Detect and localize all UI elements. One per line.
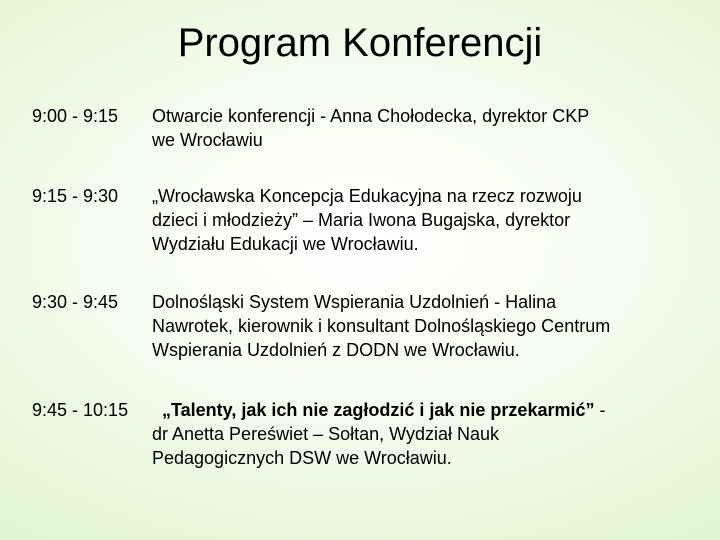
agenda-time: 9:30 - 9:45 (32, 292, 119, 312)
agenda-time: 9:45 - 10:15 (32, 400, 129, 420)
agenda-description (152, 398, 605, 470)
agenda-description-line (162, 398, 605, 422)
agenda-description-line: Nawrotek, kierownik i konsultant Dolnośląskiego Centrum (152, 316, 611, 336)
agenda-description-line: Wydziału Edukacji we Wrocławiu. (152, 234, 419, 254)
agenda-description-line: Pedagogicznych DSW we Wrocławiu. (152, 448, 452, 468)
agenda-description-line: Dolnośląski System Wspierania Uzdolnień - Halina (152, 292, 557, 312)
talk-title: „Talenty, jak ich nie zagłodzić i jak nie przekarmić” (162, 400, 595, 420)
agenda-description-line: dzieci i młodzieży” – Maria Iwona Bugajska, dyrektor (152, 210, 571, 230)
agenda-description (152, 104, 589, 152)
agenda-time: 9:15 - 9:30 (32, 186, 119, 206)
agenda-description (152, 184, 582, 256)
agenda-description-line: Wspierania Uzdolnień z DODN we Wrocławiu. (152, 340, 520, 360)
agenda-description-line: Otwarcie konferencji - Anna Chołodecka, dyrektor CKP (152, 106, 590, 126)
agenda-description-line: we Wrocławiu (152, 130, 263, 150)
agenda-description-line: dr Anetta Pereświet – Sołtan, Wydział Nauk (152, 424, 500, 444)
agenda-description (152, 290, 610, 362)
agenda-time: 9:00 - 9:15 (32, 106, 119, 126)
title-separator: - (594, 400, 606, 420)
slide-title: Program Konferencji (177, 21, 543, 65)
agenda-description-line: „Wrocławska Koncepcja Edukacyjna na rzecz rozwoju (152, 186, 582, 206)
